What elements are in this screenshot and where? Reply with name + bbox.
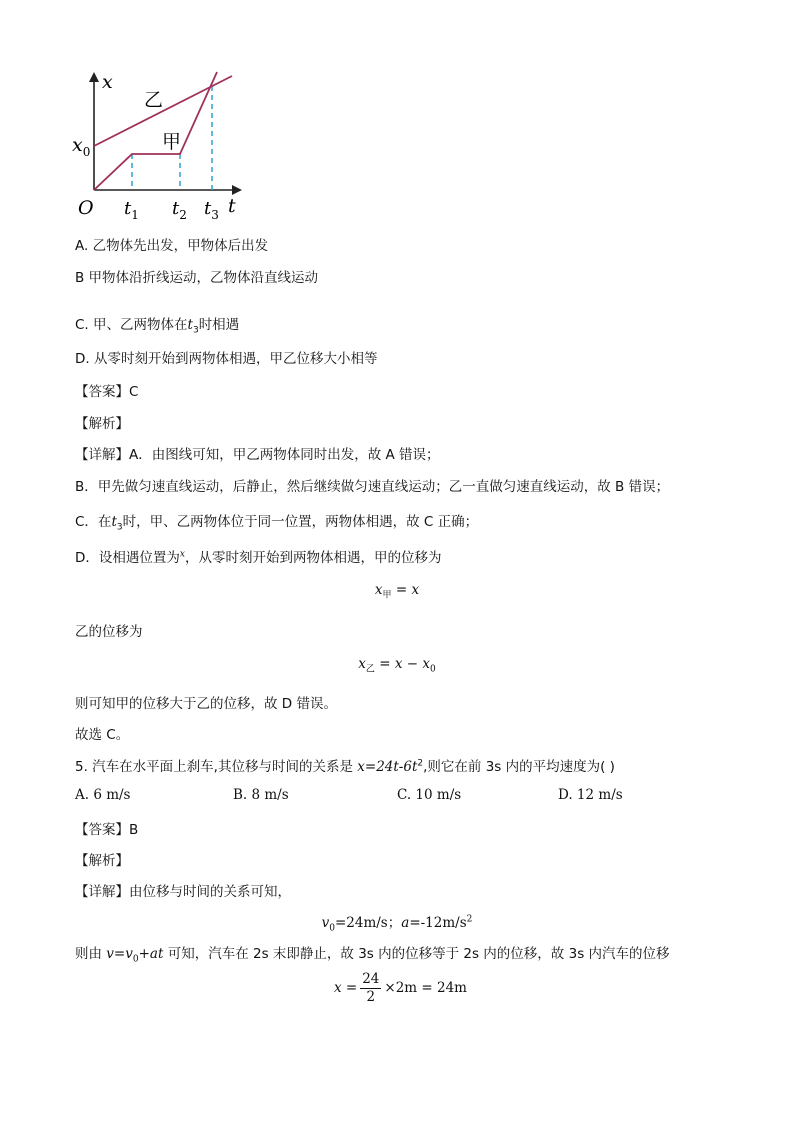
eq-yi <box>0 656 794 675</box>
q4-option-b: B 甲物体沿折线运动，乙物体沿直线运动 <box>75 270 319 286</box>
q5-detail-then-formula: v=v <box>106 946 133 962</box>
eq-final-rhs: ×2m = 24m <box>384 980 467 996</box>
q4-option-c-pre: C. 甲、乙两物体在 <box>75 317 188 333</box>
eq-yi-lhs: x <box>358 656 366 672</box>
jia-label: 甲 <box>162 131 182 153</box>
q5-option-a: A. 6 m/s <box>75 787 131 803</box>
t2-label: $t_2$ <box>172 198 187 222</box>
eq-params-v: v <box>321 915 330 931</box>
q5-detail-intro: 【详解】由位移与时间的关系可知， <box>75 884 291 900</box>
x-axis-label: x <box>102 71 113 93</box>
q4-detail-c <box>75 510 478 533</box>
eq-params-a-sup: 2 <box>466 914 473 925</box>
x-axis-arrow <box>89 72 99 82</box>
q5-detail-then-post: 可知，汽车在 2s 末即静止，故 3s 内的位移等于 2s 内的位移，故 3s 内汽车的位移 <box>163 946 670 962</box>
q5-stem-pre: 5. 汽车在水平面上刹车,其位移与时间的关系是 <box>75 759 358 775</box>
q4-detail-a: 【详解】A．由图线可知，甲乙两物体同时出发，故 A 错误； <box>75 447 440 463</box>
q4-detail-c-sub: 3 <box>116 522 123 533</box>
q4-answer: 【答案】C <box>75 384 139 400</box>
eq-params <box>0 911 794 934</box>
eq-jia-rhs: = x <box>395 582 420 598</box>
eq-final-den: 2 <box>366 988 376 1005</box>
q5-answer: 【答案】B <box>75 822 139 838</box>
eq-final-fraction <box>360 971 381 1006</box>
q4-choose: 故选 C。 <box>75 727 130 743</box>
q4-option-d: D. 从零时刻开始到两物体相遇，甲乙位移大小相等 <box>75 351 378 367</box>
yi-label: 乙 <box>144 89 164 111</box>
q5-stem-formula: x=24t-6t <box>357 759 418 775</box>
eq-final-num: 24 <box>362 970 380 987</box>
eq-jia-lhs: x <box>374 582 383 598</box>
q5-detail-then-pre: 则由 <box>75 946 107 962</box>
q4-yi-label: 乙的位移为 <box>75 624 143 640</box>
q5-option-d: D. 12 m/s <box>558 787 623 803</box>
eq-params-a: a <box>401 915 410 931</box>
eq-params-v-sub: 0 <box>329 923 335 934</box>
q4-option-c-post: 时相遇 <box>198 317 240 333</box>
origin-label: O <box>78 197 94 219</box>
q4-detail-d-pre: D．设相遇位置为 <box>75 550 180 566</box>
eq-final <box>334 966 467 1010</box>
eq-yi-rsub: 0 <box>429 664 436 675</box>
eq-yi-sub: 乙 <box>365 664 375 675</box>
eq-yi-rhs: = x − x <box>379 656 430 672</box>
eq-params-v-val: =24m/s； <box>334 915 402 931</box>
q5-stem-sup: 2 <box>417 758 424 769</box>
q5-detail-then-sub: 0 <box>132 954 139 965</box>
q4-analysis-heading: 【解析】 <box>75 416 129 432</box>
x0-label: $x_0$ <box>72 134 91 159</box>
q4-conclusion: 则可知甲的位移大于乙的位移，故 D 错误。 <box>75 696 337 712</box>
q4-option-c-sub: 3 <box>192 325 199 336</box>
q4-option-c <box>75 313 239 336</box>
q4-option-a: A. 乙物体先出发，甲物体后出发 <box>75 238 269 254</box>
t-axis-label: t <box>228 195 236 217</box>
q5-option-c: C. 10 m/s <box>397 787 462 803</box>
q5-analysis-heading: 【解析】 <box>75 853 129 869</box>
t-axis-arrow <box>232 185 242 195</box>
q4-detail-c-pre: C．在 <box>75 514 112 530</box>
q4-detail-c-post: 时，甲、乙两物体位于同一位置，两物体相遇，故 C 正确； <box>122 514 479 530</box>
q4-option-c-t: t <box>187 317 193 333</box>
q4-detail-c-t: t <box>111 514 117 530</box>
position-time-graph <box>70 64 250 224</box>
q5-stem <box>75 755 615 775</box>
q5-detail-then-formula2: +at <box>138 946 164 962</box>
eq-final-lhs: x = <box>334 980 358 996</box>
q5-option-b: B. 8 m/s <box>233 787 289 803</box>
q4-detail-d-x: x <box>179 549 185 560</box>
eq-params-a-val: =-12m/s <box>409 915 467 931</box>
t1-label: $t_1$ <box>124 198 139 222</box>
q4-detail-d <box>75 546 441 566</box>
q4-detail-b: B．甲先做匀速直线运动，后静止，然后继续做匀速直线运动；乙一直做匀速直线运动，故 B 错误； <box>75 479 670 495</box>
q5-stem-post: ,则它在前 3s 内的平均速度为( ) <box>423 759 615 775</box>
eq-jia-sub: 甲 <box>382 590 392 601</box>
q4-detail-d-post: ，从零时刻开始到两物体相遇，甲的位移为 <box>184 550 442 566</box>
t3-label: $t_3$ <box>204 198 219 222</box>
q5-detail-then <box>75 942 670 965</box>
eq-jia <box>0 582 794 601</box>
